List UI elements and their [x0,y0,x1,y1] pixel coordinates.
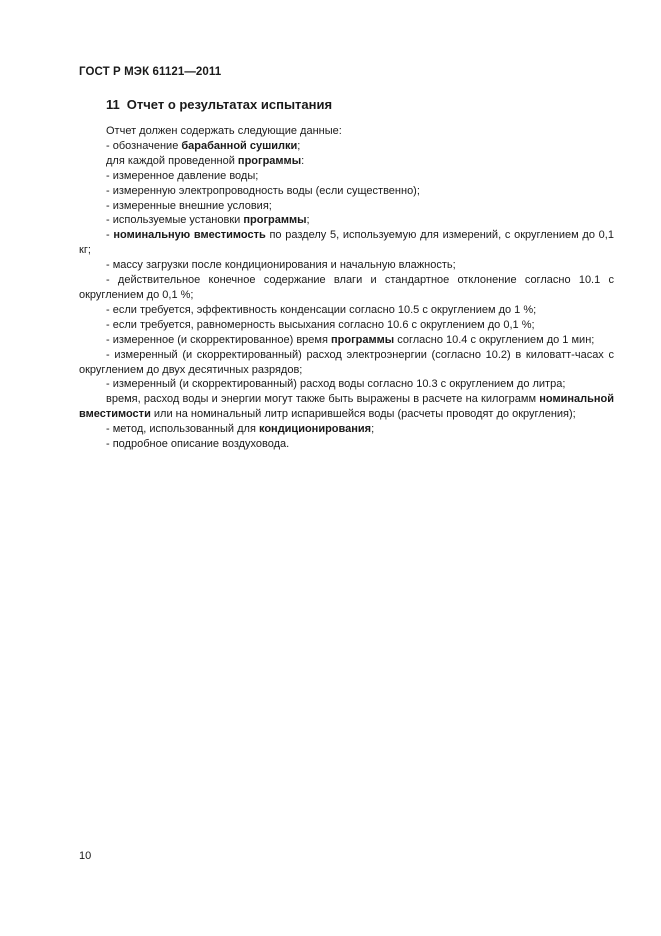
paragraph-per-program: для каждой проведенной программы: [106,154,305,167]
item-program-settings: - используемые установки программы; [106,214,310,227]
item-drying-uniformity: - если требуется, равномерность высыхания согласно 10.6 с округлением до 0,1 %; [106,318,535,331]
item-final-moisture: - действительное конечное содержание влаги и стандартное отклонение согласно 10.1 с округлением до 0,1 %; [79,274,614,301]
section-number: 11 [106,97,120,112]
paragraph-per-kilogram: время, расход воды и энергии могут также быть выражены в расчете на килограмм номинальной вместимости или на номинальный литр испарившейся воды (расчеты проводят до округления); [79,393,614,421]
item-load-mass: - массу загрузки после кондиционирования и начальную влажность; [106,259,456,272]
item-condensation-efficiency: - если требуется, эффективность конденсации согласно 10.5 с округлением до 1 %; [106,303,537,316]
item-water-pressure: - измеренное давление воды; [106,169,259,182]
item-ambient-conditions: - измеренные внешние условия; [106,199,272,212]
document-code: ГОСТ Р МЭК 61121—2011 [79,66,222,78]
item-dryer-designation: - обозначение барабанной сушилки; [106,139,301,152]
item-duct-description: - подробное описание воздуховода. [106,438,290,451]
section-heading [106,97,332,112]
item-energy-consumption: - измеренный (и скорректированный) расход электроэнергии (согласно 10.2) в киловатт-часах с округлением до двух десятичных разрядов; [79,348,614,376]
page-number: 10 [79,850,92,862]
report-requirements-text [79,124,614,452]
item-conditioning-method: - метод, использованный для кондиционирования; [106,423,375,436]
item-program-time: - измеренное (и скорректированное) время программы согласно 10.4 с округлением до 1 мин; [106,333,595,346]
section-title-text: Отчет о результатах испытания [126,97,333,112]
item-rated-capacity: - номинальную вместимость по разделу 5, используемую для измерений, с округлением до 0,1 кг; [79,229,614,257]
paragraph-intro: Отчет должен содержать следующие данные: [106,125,342,137]
item-water-conductivity: - измеренную электропроводность воды (если существенно); [106,184,420,197]
item-water-consumption: - измеренный (и скорректированный) расход воды согласно 10.3 с округлением до литра; [106,378,566,391]
